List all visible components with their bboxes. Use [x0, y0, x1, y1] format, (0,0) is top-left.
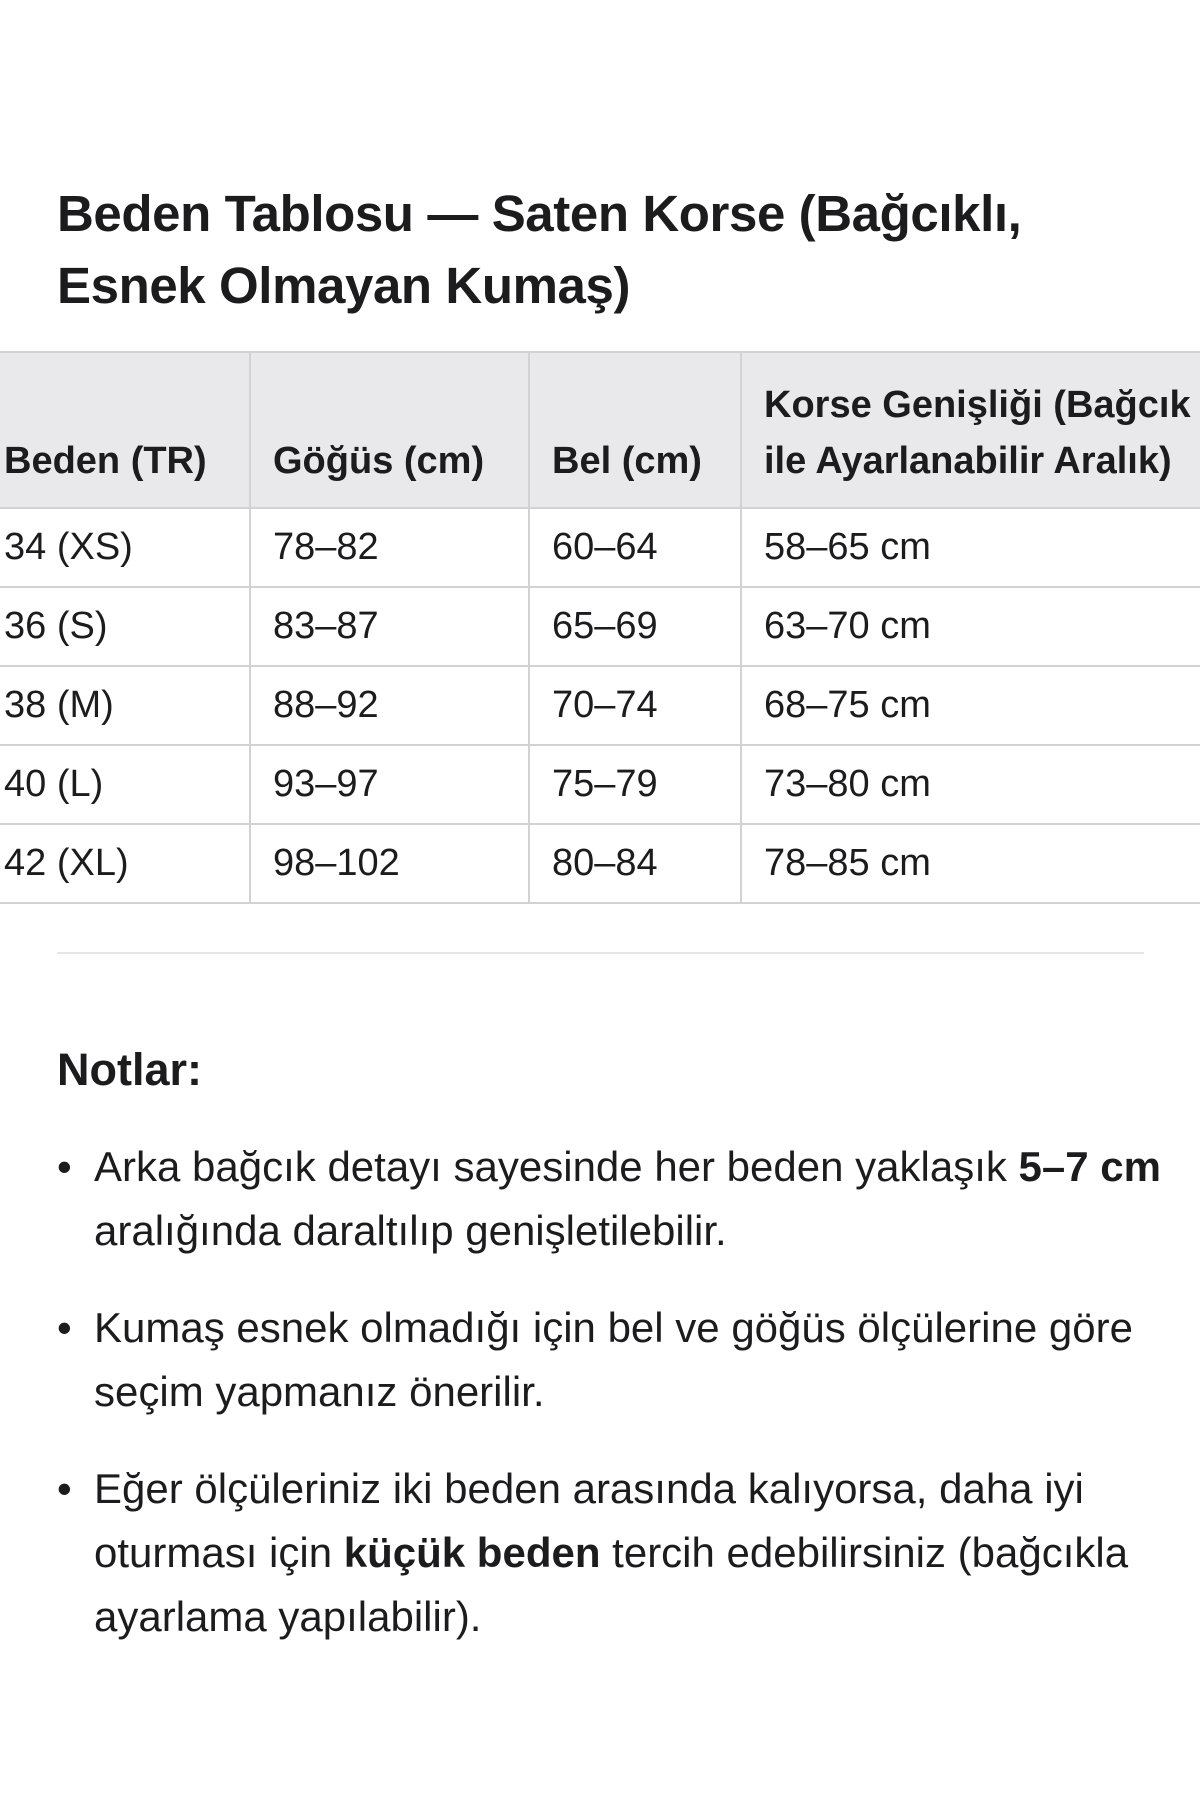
cell-size: 34 (XS)	[0, 508, 250, 587]
cell-chest: 93–97	[250, 745, 529, 824]
cell-size: 36 (S)	[0, 587, 250, 666]
table-row	[0, 824, 1200, 903]
header-waist: Bel (cm)	[529, 352, 741, 508]
table-header-row	[0, 352, 1200, 508]
note-text: Kumaş esnek olmadığı için bel ve göğüs ölçülerine göre seçim yapmanız önerilir.	[94, 1304, 1133, 1415]
note-text: Arka bağcık detayı sayesinde her beden yaklaşık	[94, 1143, 1019, 1190]
size-table-container	[0, 351, 1200, 904]
page-title-line-1: Beden Tablosu — Saten Korse (Bağcıklı,	[57, 185, 1022, 242]
cell-corset-width: 78–85 cm	[741, 824, 1200, 903]
cell-corset-width: 68–75 cm	[741, 666, 1200, 745]
note-emphasis: küçük beden	[343, 1529, 601, 1576]
note-emphasis: 5–7 cm	[1018, 1143, 1161, 1190]
cell-waist: 75–79	[529, 745, 741, 824]
cell-size: 42 (XL)	[0, 824, 250, 903]
notes-title: Notlar:	[57, 1044, 202, 1095]
table-row	[0, 666, 1200, 745]
cell-corset-width: 73–80 cm	[741, 745, 1200, 824]
cell-chest: 78–82	[250, 508, 529, 587]
note-text: Eğer ölçüleriniz iki beden arasında kalıyorsa, daha iyi oturması için	[94, 1465, 1084, 1576]
cell-chest: 98–102	[250, 824, 529, 903]
bullet-icon: •	[57, 1143, 72, 1190]
cell-chest: 88–92	[250, 666, 529, 745]
cell-size: 40 (L)	[0, 745, 250, 824]
page-title-line-2: Esnek Olmayan Kumaş)	[57, 257, 631, 314]
table-row	[0, 508, 1200, 587]
cell-corset-width: 63–70 cm	[741, 587, 1200, 666]
cell-size: 38 (M)	[0, 666, 250, 745]
section-divider	[57, 952, 1144, 954]
cell-waist: 80–84	[529, 824, 741, 903]
note-text: aralığında daraltılıp genişletilebilir.	[94, 1207, 727, 1254]
bullet-icon: •	[57, 1465, 72, 1512]
table-row	[0, 745, 1200, 824]
note-text: tercih edebilirsiniz (bağcıkla ayarlama yapılabilir).	[94, 1529, 1129, 1640]
note-item	[57, 1296, 1167, 1424]
table-row	[0, 587, 1200, 666]
notes-list	[57, 1135, 1167, 1682]
page-title	[57, 178, 1137, 322]
note-item	[57, 1135, 1167, 1263]
header-chest: Göğüs (cm)	[250, 352, 529, 508]
cell-waist: 65–69	[529, 587, 741, 666]
cell-corset-width: 58–65 cm	[741, 508, 1200, 587]
cell-chest: 83–87	[250, 587, 529, 666]
cell-waist: 60–64	[529, 508, 741, 587]
cell-waist: 70–74	[529, 666, 741, 745]
note-item	[57, 1457, 1167, 1649]
bullet-icon: •	[57, 1304, 72, 1351]
size-table	[0, 351, 1200, 904]
header-size: Beden (TR)	[0, 352, 250, 508]
header-corset-width: Korse Genişliği (Bağcık ile Ayarlanabilir Aralık)	[741, 352, 1200, 508]
